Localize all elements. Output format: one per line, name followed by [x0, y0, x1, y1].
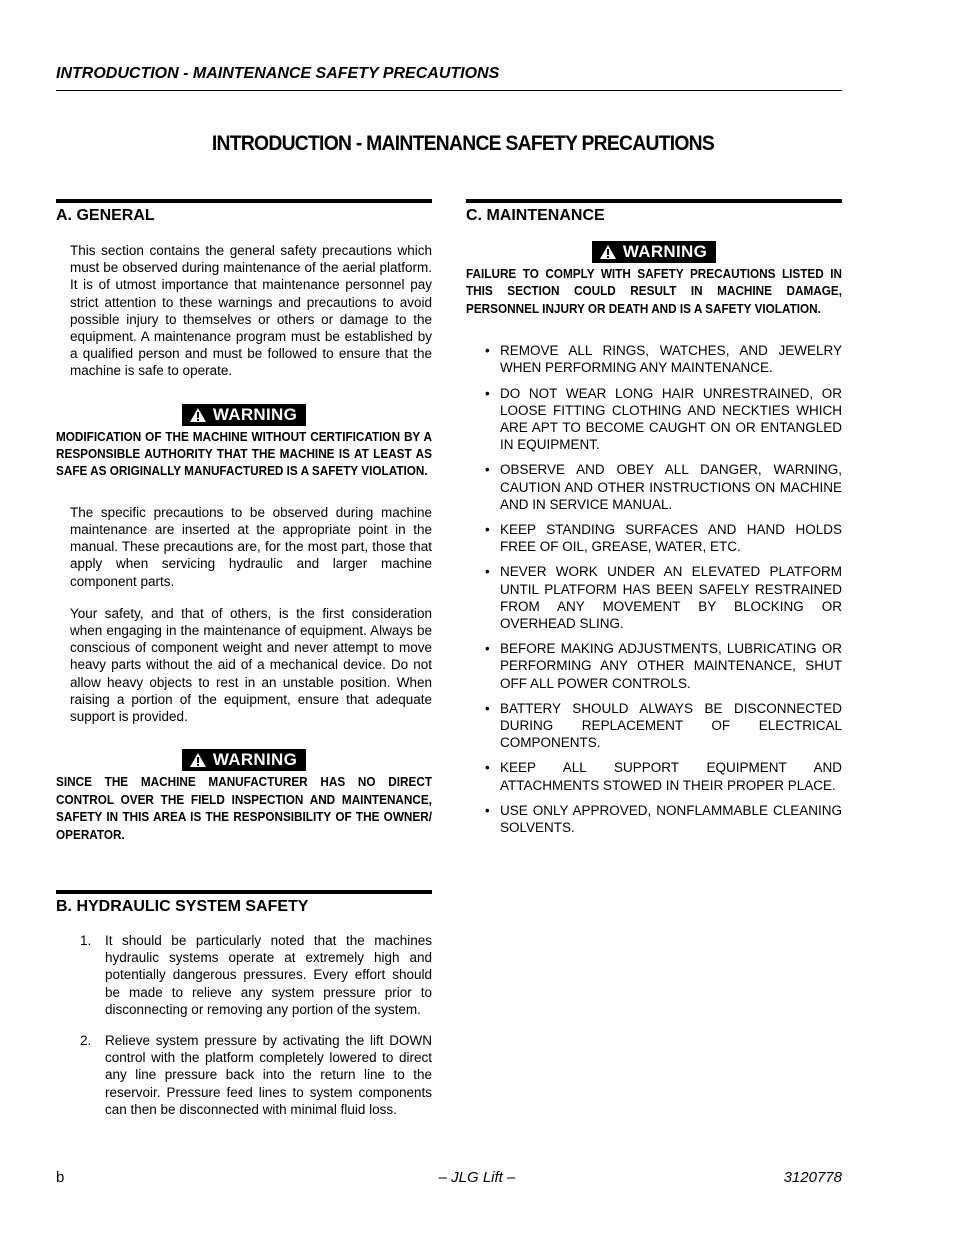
list-item-text: OBSERVE AND OBEY ALL DANGER, WARNING, CAUTION AND OTHER INSTRUCTIONS ON MACHINE AND IN SERVICE MANUAL.: [500, 462, 842, 512]
warning-badge: [182, 404, 306, 426]
list-item: • OBSERVE AND OBEY ALL DANGER, WARNING, CAUTION AND OTHER INSTRUCTIONS ON MACHINE AND IN SERVICE MANUAL.: [485, 462, 842, 512]
section-rule: [56, 199, 432, 203]
list-item-text: It should be particularly noted that the machines hydraulic systems operate at extremely high and potentially dangerous pressures. Every effort should be made to relieve any system pressure prior to disconnecting or removing any portion of the system.: [105, 933, 432, 1017]
list-item: • REMOVE ALL RINGS, WATCHES, AND JEWELRY WHEN PERFORMING ANY MAINTENANCE.: [485, 343, 842, 376]
warning-badge: [592, 241, 716, 263]
maintenance-bullet-list: [466, 342, 842, 836]
warning-triangle-icon: [189, 752, 207, 768]
warning-text-1: MODIFICATION OF THE MACHINE WITHOUT CERTIFICATION BY A RESPONSIBLE AUTHORITY THAT THE MACHINE IS AT LEAST AS SAFE AS ORIGINALLY MANUFACTURED IS A SAFETY VIOLATION.: [56, 429, 432, 479]
list-item: • NEVER WORK UNDER AN ELEVATED PLATFORM UNTIL PLATFORM HAS BEEN SAFELY RESTRAINED FROM ANY MOVEMENT BY BLOCKING OR OVERHEAD SLING.: [485, 564, 842, 632]
warning-label: WARNING: [212, 404, 298, 424]
list-item-text: BEFORE MAKING ADJUSTMENTS, LUBRICATING OR PERFORMING ANY OTHER MAINTENANCE, SHUT OFF ALL POWER CONTROLS.: [500, 641, 842, 691]
list-item: • BATTERY SHOULD ALWAYS BE DISCONNECTED DURING REPLACEMENT OF ELECTRICAL COMPONENTS.: [485, 700, 842, 751]
general-paragraph-2: The specific precautions to be observed during machine maintenance are inserted at the appropriate point in the manual. These precautions are, for the most part, those that apply when servicing hydraulic and larger machine component parts.: [70, 504, 432, 589]
footer-center: – JLG Lift –: [438, 1169, 516, 1186]
list-number: 1.: [80, 933, 92, 948]
warning-triangle-icon: [189, 407, 207, 423]
section-rule: [56, 890, 432, 894]
list-item-text: NEVER WORK UNDER AN ELEVATED PLATFORM UNTIL PLATFORM HAS BEEN SAFELY RESTRAINED FROM ANY MOVEMENT BY BLOCKING OR OVERHEAD SLING.: [500, 564, 842, 632]
warning-box: [56, 749, 432, 771]
list-item: [56, 1032, 432, 1118]
list-item: • BEFORE MAKING ADJUSTMENTS, LUBRICATING OR PERFORMING ANY OTHER MAINTENANCE, SHUT OFF ALL POWER CONTROLS.: [485, 641, 842, 691]
warning-text-maintenance: FAILURE TO COMPLY WITH SAFETY PRECAUTIONS LISTED IN THIS SECTION COULD RESULT IN MACHINE DAMAGE, PERSONNEL INJURY OR DEATH AND IS A SAFETY VIOLATION.: [466, 267, 842, 316]
left-column: [56, 199, 432, 844]
list-item-text: KEEP STANDING SURFACES AND HAND HOLDS FREE OF OIL, GREASE, WATER, ETC.: [500, 522, 842, 555]
page-number: b: [56, 1169, 65, 1186]
header-rule: [56, 90, 842, 91]
running-header: INTRODUCTION - MAINTENANCE SAFETY PRECAUTIONS: [56, 65, 500, 82]
list-item-text: Relieve system pressure by activating the lift DOWN control with the platform completely lowered to direct any line pressure back into the return line to the reservoir. Pressure feed lines to system components can then be disconnected with minimal fluid loss.: [105, 1033, 432, 1117]
page-title: INTRODUCTION - MAINTENANCE SAFETY PRECAUTIONS: [211, 132, 715, 155]
warning-triangle-icon: [599, 244, 617, 260]
warning-badge: [182, 749, 306, 771]
general-paragraph-1: This section contains the general safety precautions which must be observed during maintenance of the aerial platform. It is of utmost importance that maintenance personnel pay strict attention to these warnings and precautions to avoid possible injury to themselves or others or damage to the equipment. A maintenance program must be established by a qualified person and must be followed to ensure that the machine is safe to operate.: [70, 243, 432, 379]
warning-text-2: SINCE THE MACHINE MANUFACTURER HAS NO DIRECT CONTROL OVER THE FIELD INSPECTION AND MAINTENANCE, SAFETY IN THIS AREA IS THE RESPONSIBILITY OF THE OWNER/ OPERATOR.: [56, 775, 432, 842]
list-item-text: USE ONLY APPROVED, NONFLAMMABLE CLEANING SOLVENTS.: [500, 802, 842, 836]
list-item: • KEEP ALL SUPPORT EQUIPMENT AND ATTACHMENTS STOWED IN THEIR PROPER PLACE.: [485, 760, 842, 793]
warning-label: WARNING: [622, 242, 708, 261]
list-item-text: KEEP ALL SUPPORT EQUIPMENT AND ATTACHMENTS STOWED IN THEIR PROPER PLACE.: [500, 760, 842, 793]
list-number: 2.: [80, 1033, 92, 1049]
hydraulic-section: [56, 890, 432, 1118]
right-column: [466, 199, 842, 844]
warning-box: [56, 404, 432, 426]
list-item: • DO NOT WEAR LONG HAIR UNRESTRAINED, OR LOOSE FITTING CLOTHING AND NECKTIES WHICH ARE APT TO BECOME CAUGHT ON OR ENTANGLED IN EQUIPMENT.: [485, 385, 842, 453]
section-heading-general: A. GENERAL: [56, 207, 155, 224]
warning-box: [466, 241, 842, 263]
warning-label: WARNING: [212, 750, 298, 770]
section-heading-maintenance: C. MAINTENANCE: [466, 207, 605, 224]
document-number: 3120778: [783, 1169, 842, 1186]
list-item: [56, 932, 432, 1018]
list-item: • KEEP STANDING SURFACES AND HAND HOLDS FREE OF OIL, GREASE, WATER, ETC.: [485, 522, 842, 555]
list-item-text: REMOVE ALL RINGS, WATCHES, AND JEWELRY WHEN PERFORMING ANY MAINTENANCE.: [500, 343, 842, 376]
hydraulic-list: [56, 932, 432, 1118]
list-item-text: DO NOT WEAR LONG HAIR UNRESTRAINED, OR LOOSE FITTING CLOTHING AND NECKTIES WHICH ARE APT TO BECOME CAUGHT ON OR ENTANGLED IN EQUIPMENT.: [500, 385, 842, 453]
general-paragraph-3: Your safety, and that of others, is the first consideration when engaging in the maintenance of equipment. Always be conscious of component weight and never attempt to move heavy parts without the aid of a mechanical device. Do not allow heavy objects to rest in an unstable position. When raising a portion of the equipment, ensure that adequate support is provided.: [70, 605, 432, 725]
list-item-text: BATTERY SHOULD ALWAYS BE DISCONNECTED DURING REPLACEMENT OF ELECTRICAL COMPONENTS.: [500, 700, 842, 751]
section-rule: [466, 199, 842, 203]
section-heading-hydraulic: B. HYDRAULIC SYSTEM SAFETY: [56, 898, 309, 915]
list-item: • USE ONLY APPROVED, NONFLAMMABLE CLEANING SOLVENTS.: [485, 802, 842, 836]
